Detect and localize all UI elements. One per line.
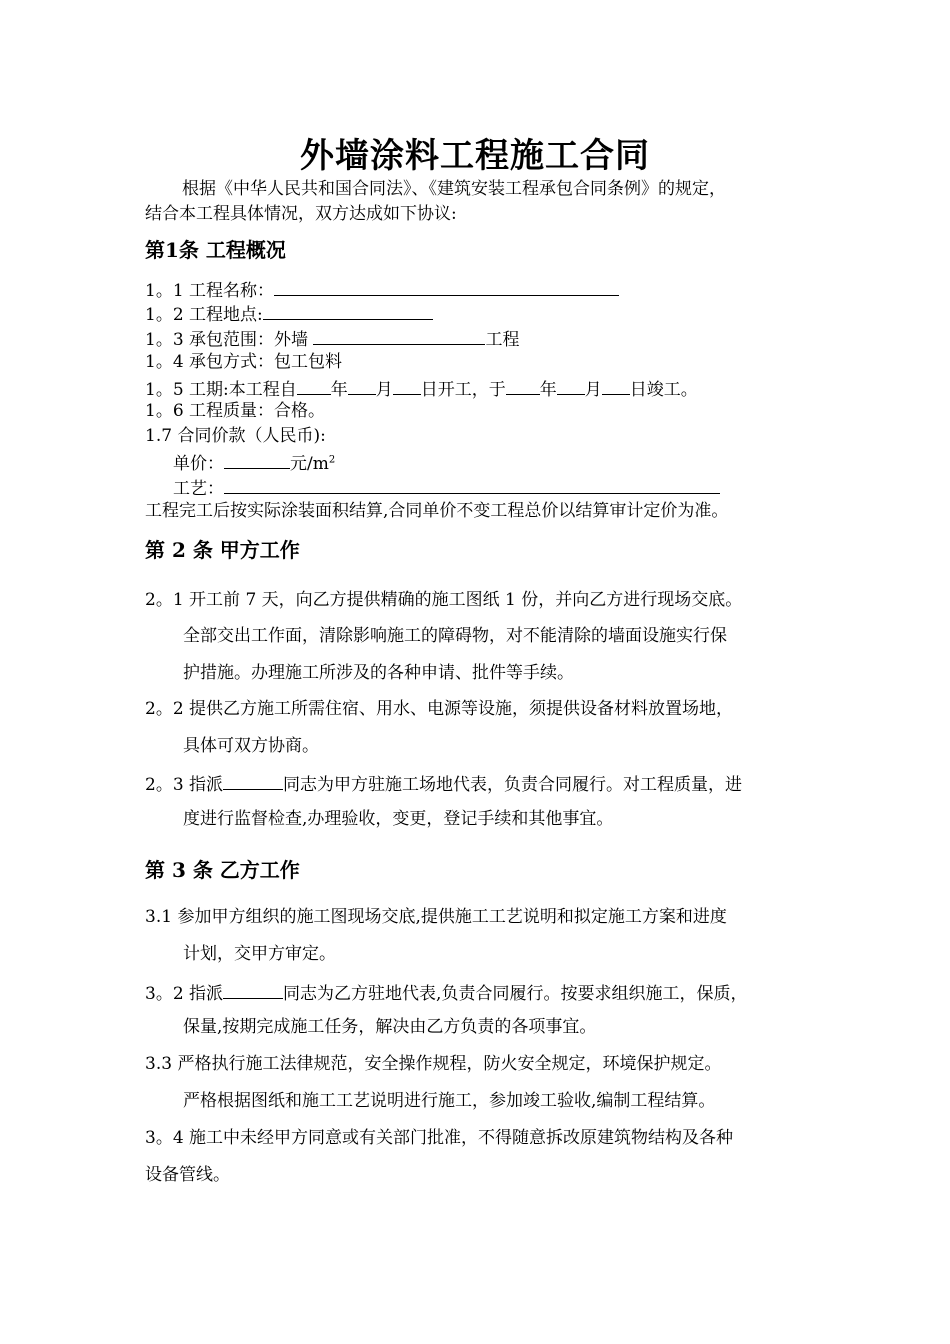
item-1-1 xyxy=(145,280,619,300)
article-1-heading: 第1条 工程概况 xyxy=(145,238,286,262)
item-2-2-line-1: 2。2 提供乙方施工所需住宿、用水、电源等设施，须提供设备材料放置场地， xyxy=(145,699,734,719)
process-line xyxy=(173,478,720,498)
item-1-2-label: 1。2 工程地点: xyxy=(145,305,263,325)
party-b-rep-blank xyxy=(223,983,283,999)
end-month-blank xyxy=(557,379,585,395)
article-3-heading: 第 3 条 乙方工作 xyxy=(145,858,300,882)
item-3-4-line-2: 设备管线。 xyxy=(145,1165,230,1185)
start-day-blank xyxy=(393,379,421,395)
item-2-3-line-1 xyxy=(145,774,742,794)
item-3-2-line-2: 保量,按期完成施工任务，解决由乙方负责的各项事宜。 xyxy=(183,1017,597,1037)
item-2-3-text: 同志为甲方驻施工场地代表，负责合同履行。对工程质量，进 xyxy=(283,775,743,795)
year-text: 年 xyxy=(330,380,348,400)
item-1-3 xyxy=(145,329,519,349)
scope-blank xyxy=(313,329,485,345)
item-1-4: 1。4 承包方式：包工包料 xyxy=(145,352,343,372)
item-1-5 xyxy=(145,379,698,399)
item-3-2-prefix: 3。2 指派 xyxy=(145,984,224,1004)
item-1-7: 1.7 合同价款（人民币): xyxy=(145,426,326,446)
party-a-rep-blank xyxy=(223,774,283,790)
month-text-2: 月 xyxy=(584,380,602,400)
item-1-3-label: 1。3 承包范围：外墙 xyxy=(145,330,314,350)
item-3-2-text: 同志为乙方驻地代表,负责合同履行。按要求组织施工，保质， xyxy=(283,984,748,1004)
process-label: 工艺： xyxy=(173,479,224,499)
unit-price-blank xyxy=(224,453,290,469)
unit-price-label: 单价： xyxy=(173,454,224,474)
completion-text: 日竣工。 xyxy=(629,380,698,400)
item-2-1-line-2: 全部交出工作面，清除影响施工的障碍物，对不能清除的墙面设施实行保 xyxy=(183,626,727,646)
item-1-1-label: 1。1 工程名称： xyxy=(145,281,275,301)
project-name-blank xyxy=(274,280,619,296)
unit-price-unit: 元/m xyxy=(290,454,329,474)
end-day-blank xyxy=(602,379,630,395)
item-2-3-prefix: 2。3 指派 xyxy=(145,775,224,795)
item-3-4-line-1: 3。4 施工中未经甲方同意或有关部门批准，不得随意拆改原建筑物结构及各种 xyxy=(145,1128,734,1148)
item-1-3-suffix: 工程 xyxy=(485,330,520,350)
article-2-heading: 第 2 条 甲方工作 xyxy=(145,538,300,562)
start-month-blank xyxy=(348,379,376,395)
period-start-text: 1。5 工期:本工程自 xyxy=(145,380,297,400)
end-year-blank xyxy=(506,379,540,395)
unit-price-line xyxy=(173,453,335,473)
item-3-2-line-1 xyxy=(145,983,747,1003)
item-2-3-line-2: 度进行监督检查,办理验收，变更，登记手续和其他事宜。 xyxy=(183,809,614,829)
project-location-blank xyxy=(263,304,433,320)
item-1-2 xyxy=(145,304,433,324)
item-3-3-line-1: 3.3 严格执行施工法律规范，安全操作规程，防火安全规定，环境保护规定。 xyxy=(145,1054,722,1074)
start-end-text: 日开工，于 xyxy=(420,380,506,400)
item-1-6: 1。6 工程质量：合格。 xyxy=(145,401,326,421)
item-2-1-line-1: 2。1 开工前 7 天，向乙方提供精确的施工图纸 1 份，并向乙方进行现场交底。 xyxy=(145,590,743,610)
intro-line-1: 根据《中华人民共和国合同法》、《建筑安装工程承包合同条例》的规定， xyxy=(182,179,726,199)
item-3-1-line-2: 计划，交甲方审定。 xyxy=(183,944,336,964)
item-2-2-line-2: 具体可双方协商。 xyxy=(183,736,319,756)
year-text-2: 年 xyxy=(539,380,557,400)
start-year-blank xyxy=(297,379,331,395)
month-text: 月 xyxy=(375,380,393,400)
process-blank xyxy=(224,478,720,494)
unit-superscript: 2 xyxy=(328,454,336,466)
document-title: 外墙涂料工程施工合同 xyxy=(300,136,650,176)
item-3-3-line-2: 严格根据图纸和施工工艺说明进行施工，参加竣工验收,编制工程结算。 xyxy=(183,1091,716,1111)
intro-line-2: 结合本工程具体情况，双方达成如下协议: xyxy=(145,204,457,224)
item-3-1-line-1: 3.1 参加甲方组织的施工图现场交底,提供施工工艺说明和拟定施工方案和进度 xyxy=(145,907,727,927)
item-2-1-line-3: 护措施。办理施工所涉及的各种申请、批件等手续。 xyxy=(183,663,574,683)
settlement-line: 工程完工后按实际涂装面积结算,合同单价不变工程总价以结算审计定价为准。 xyxy=(145,501,729,521)
